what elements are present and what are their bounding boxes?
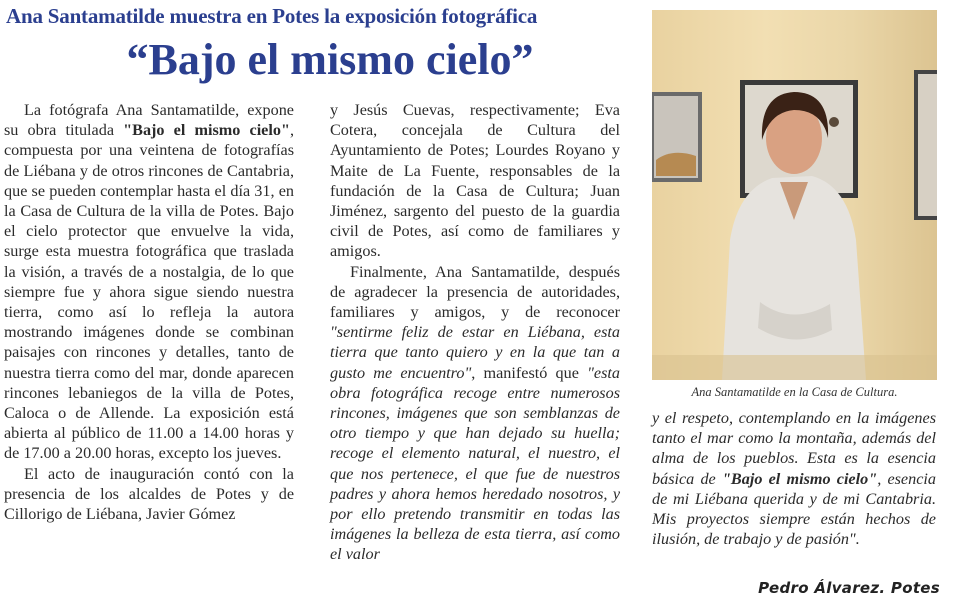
photo-caption: Ana Santamatilde en la Casa de Cultura. — [691, 385, 898, 399]
photo-ana-santamatilde — [652, 10, 937, 380]
text-run: , manifestó que — [471, 363, 588, 382]
column-3 — [652, 408, 936, 549]
quote-run: "esta obra fotográfica recoge entre numerosos rincones, imágenes que son semblanzas de otro tiempo y que han dejado su huella; recoge el elemento natural, el nuestro, el que nos pertenece, el que fue de nuestros padres y ahora hemos heredado nosotros, y por ello pretendo transmitir en todas las imágenes la belleza de esta tierra, así como el valor — [330, 363, 620, 564]
paragraph — [330, 262, 620, 565]
text-run: , esencia de mi Liébana querida y de mi Cantabria. Mis proyectos siempre están hechos de ilusión, de trabajo y de pasión". — [652, 469, 936, 549]
floor-shadow — [652, 355, 937, 380]
text-run: La fotógrafa Ana Santamatilde, expone su obra titulada — [4, 101, 294, 140]
photo-illustration — [652, 10, 937, 380]
text-run: y el respeto, contemplando en la imágenes tanto el mar como la montaña, además del alma de los pueblos. Esta es la esencia básica de — [652, 409, 936, 488]
text-run: , compuesta por una veintena de fotografías de Liébana y de otros rincones de Cantabria, que se pueden contemplar hasta el día 31, en la Casa de Cultura de la villa de Potes. Bajo el cielo protector que envuelve la vida, surge esta muestra fotográfica que traslada la visión, a través de a nostalgia, de lo que siempre fue y ahora sigue siendo nuestra tierra, como así lo refleja la autora mostrando imágenes donde se combinan paisajes con rincones y detalles, tanto de nuestra tierra como del mar, donde aparecen rincones lebaniegos de la villa de Potes, Caloca o de Allende. La exposición está abierta al público de 11.00 a 14.00 horas y de 17.00 a 20.00 horas, excepto los jueves. — [4, 121, 294, 463]
article-title: “Bajo el mismo cielo” — [126, 35, 534, 84]
center-picture-detail — [829, 117, 839, 127]
quote-run: "sentirme feliz de estar en Liébana, esta tierra que tanto quiero y en la que tan a gusto me encuentro" — [330, 323, 620, 382]
paragraph — [4, 100, 294, 464]
paragraph — [652, 408, 936, 549]
paragraph: y Jesús Cuevas, respectivamente; Eva Cotera, concejala de Cultura del Ayuntamiento de Potes; Lourdes Royano y Maite de La Fuente, responsables de la fundación de la Casa de Cultura; Juan Jiménez, sargento del puesto de la guardia civil de Potes, así como de familiares y amigos. — [330, 101, 620, 261]
bold-title-run: "Bajo el mismo cielo" — [123, 121, 290, 140]
headline: Ana Santamatilde muestra en Potes la exposición fotográfica — [6, 4, 538, 28]
bold-title-run: "Bajo el mismo cielo" — [721, 469, 878, 488]
byline: Pedro Álvarez. Potes — [758, 579, 940, 597]
text-run: Finalmente, Ana Santamatilde, después de agradecer la presencia de autoridades, familiares y amigos, y de reconocer — [330, 262, 620, 322]
column-1 — [4, 100, 294, 524]
column-2 — [330, 100, 620, 565]
right-frame-picture — [918, 74, 937, 216]
paragraph: El acto de inauguración contó con la presencia de los alcaldes de Potes y de Cillorigo de Liébana, Javier Gómez — [4, 464, 294, 524]
